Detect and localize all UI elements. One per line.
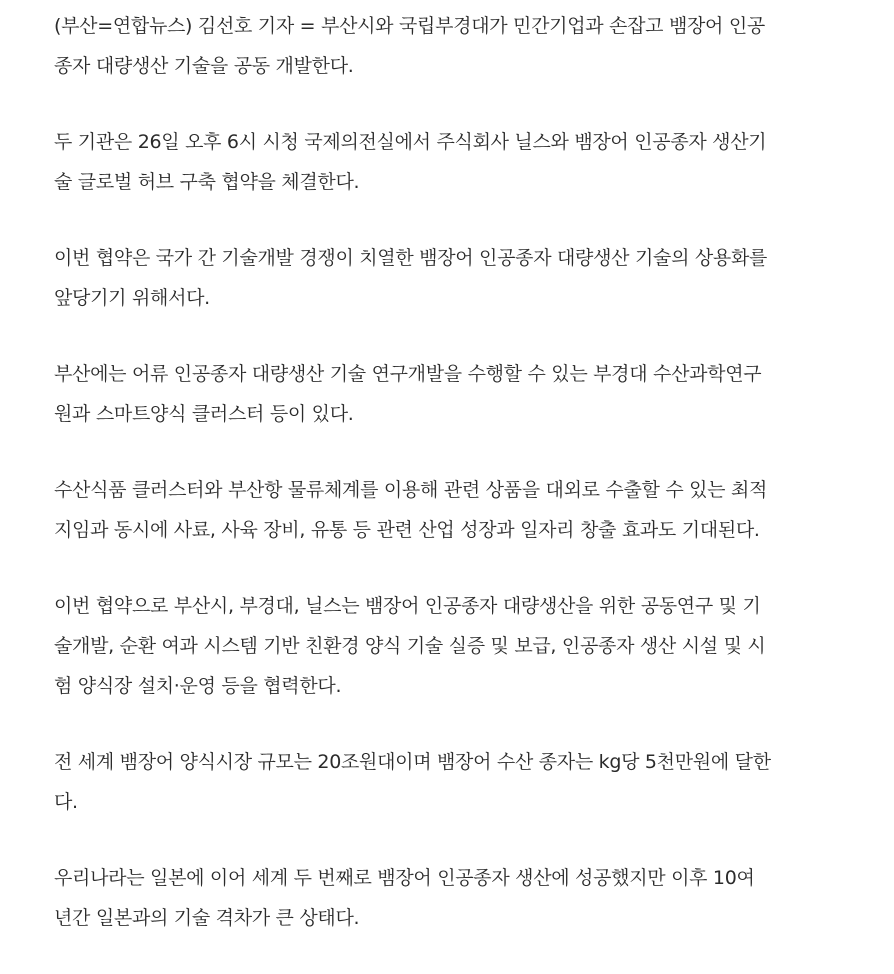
paragraph-line: 이번 협약은 국가 간 기술개발 경쟁이 치열한 뱀장어 인공종자 대량생산 기술의 상용화를 [54,247,768,269]
article-body [54,6,854,974]
paragraph-line: 우리나라는 일본에 이어 세계 두 번째로 뱀장어 인공종자 생산에 성공했지만 이후 10여 [54,867,755,889]
paragraph-3 [54,238,854,318]
paragraph-line: 원과 스마트양식 클러스터 등이 있다. [54,403,354,425]
paragraph-7 [54,742,854,822]
paragraph-5 [54,470,854,550]
paragraph-line: 수산식품 클러스터와 부산항 물류체계를 이용해 관련 상품을 대외로 수출할 수 있는 최적 [54,479,768,501]
paragraph-line: 종자 대량생산 기술을 공동 개발한다. [54,55,354,77]
paragraph-line: 년간 일본과의 기술 격차가 큰 상태다. [54,907,360,929]
paragraph-2 [54,122,854,202]
paragraph-line: 술개발, 순환 여과 시스템 기반 친환경 양식 기술 실증 및 보급, 인공종자 생산 시설 및 시 [54,635,766,657]
paragraph-line: 두 기관은 26일 오후 6시 시청 국제의전실에서 주식회사 닐스와 뱀장어 인공종자 생산기 [54,131,767,153]
paragraph-6 [54,586,854,706]
paragraph-line: 험 양식장 설치·운영 등을 협력한다. [54,675,342,697]
paragraph-line: 앞당기기 위해서다. [54,287,210,309]
paragraph-1 [54,6,854,86]
paragraph-8 [54,858,854,938]
paragraph-line: 다. [54,791,78,813]
paragraph-line: 술 글로벌 허브 구축 협약을 체결한다. [54,171,360,193]
paragraph-4 [54,354,854,434]
paragraph-line: 이번 협약으로 부산시, 부경대, 닐스는 뱀장어 인공종자 대량생산을 위한 공동연구 및 기 [54,595,761,617]
paragraph-line: 전 세계 뱀장어 양식시장 규모는 20조원대이며 뱀장어 수산 종자는 kg당 5천만원에 달한 [54,751,771,773]
paragraph-line: (부산=연합뉴스) 김선호 기자 = 부산시와 국립부경대가 민간기업과 손잡고 뱀장어 인공 [54,15,765,37]
paragraph-line: 지임과 동시에 사료, 사육 장비, 유통 등 관련 산업 성장과 일자리 창출 효과도 기대된다. [54,519,760,541]
paragraph-line: 부산에는 어류 인공종자 대량생산 기술 연구개발을 수행할 수 있는 부경대 수산과학연구 [54,363,762,385]
